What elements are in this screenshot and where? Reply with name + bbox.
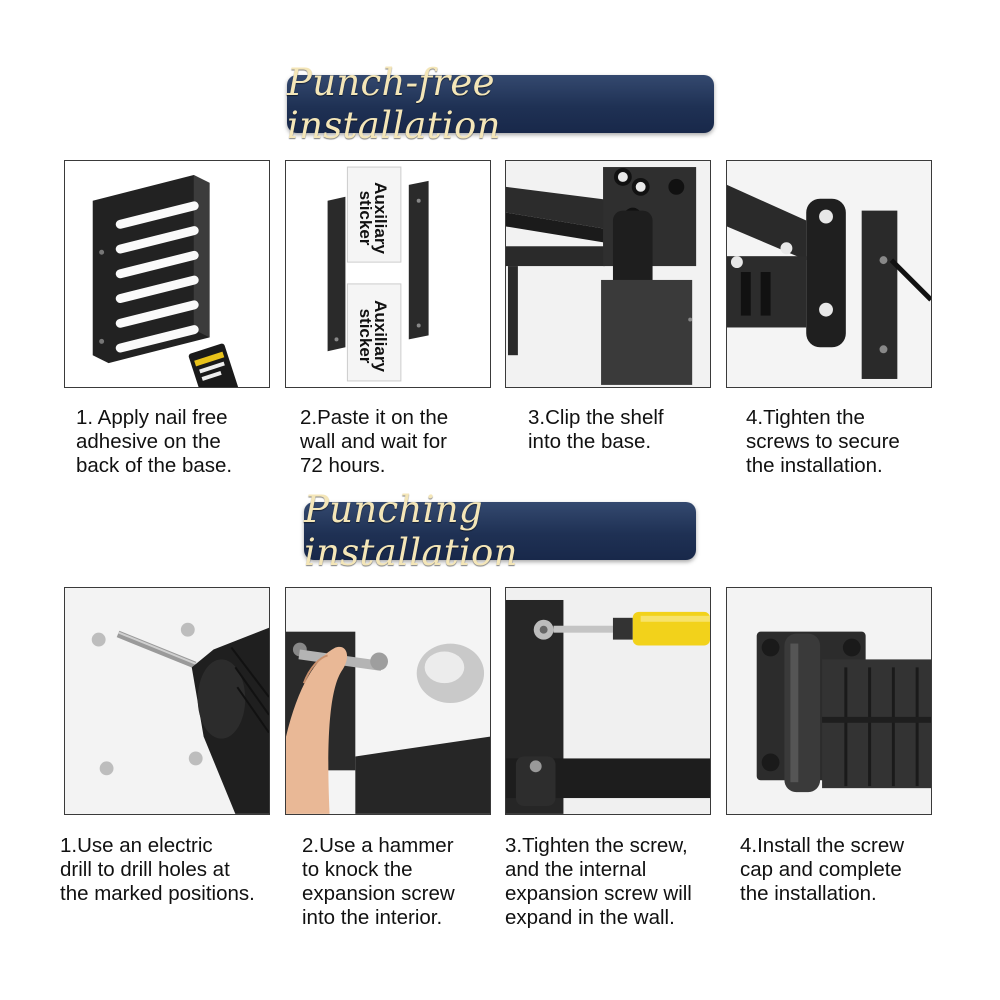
step-caption: 3.Tighten the screw, and the internal expansion screw will expand in the wall. — [505, 834, 692, 929]
step-caption: 1. Apply nail free adhesive on the back of the base. — [76, 406, 233, 477]
step-image-clip-shelf — [505, 160, 711, 388]
sticker-text: Auxiliary sticker — [356, 300, 390, 372]
step-image-tighten-screws — [726, 160, 932, 388]
auxiliary-sticker-label-top — [358, 168, 388, 268]
step-image-apply-adhesive — [64, 160, 270, 388]
sticker-text: Auxiliary sticker — [356, 182, 390, 254]
step-image-hammer-screw — [285, 587, 491, 815]
section-title-text: Punch-free installation — [287, 61, 501, 147]
section-title-punching — [304, 488, 696, 574]
step-caption: 3.Clip the shelf into the base. — [528, 406, 664, 453]
step-image-install-screw-cap — [726, 587, 932, 815]
step-image-drill-holes — [64, 587, 270, 815]
step-caption: 1.Use an electric drill to drill holes at the marked positions. — [60, 834, 255, 905]
step-image-tighten-expansion-screw — [505, 587, 711, 815]
step-image-paste-sticker — [285, 160, 491, 388]
auxiliary-sticker-label-bottom — [358, 286, 388, 386]
step-caption: 4.Tighten the screws to secure the installation. — [746, 406, 900, 477]
section-title-text: Punching installation — [304, 488, 518, 574]
section-title-punch-free — [287, 61, 714, 147]
step-caption: 4.Install the screw cap and complete the installation. — [740, 834, 905, 905]
step-caption: 2.Use a hammer to knock the expansion screw into the interior. — [302, 834, 455, 929]
step-caption: 2.Paste it on the wall and wait for 72 hours. — [300, 406, 449, 477]
